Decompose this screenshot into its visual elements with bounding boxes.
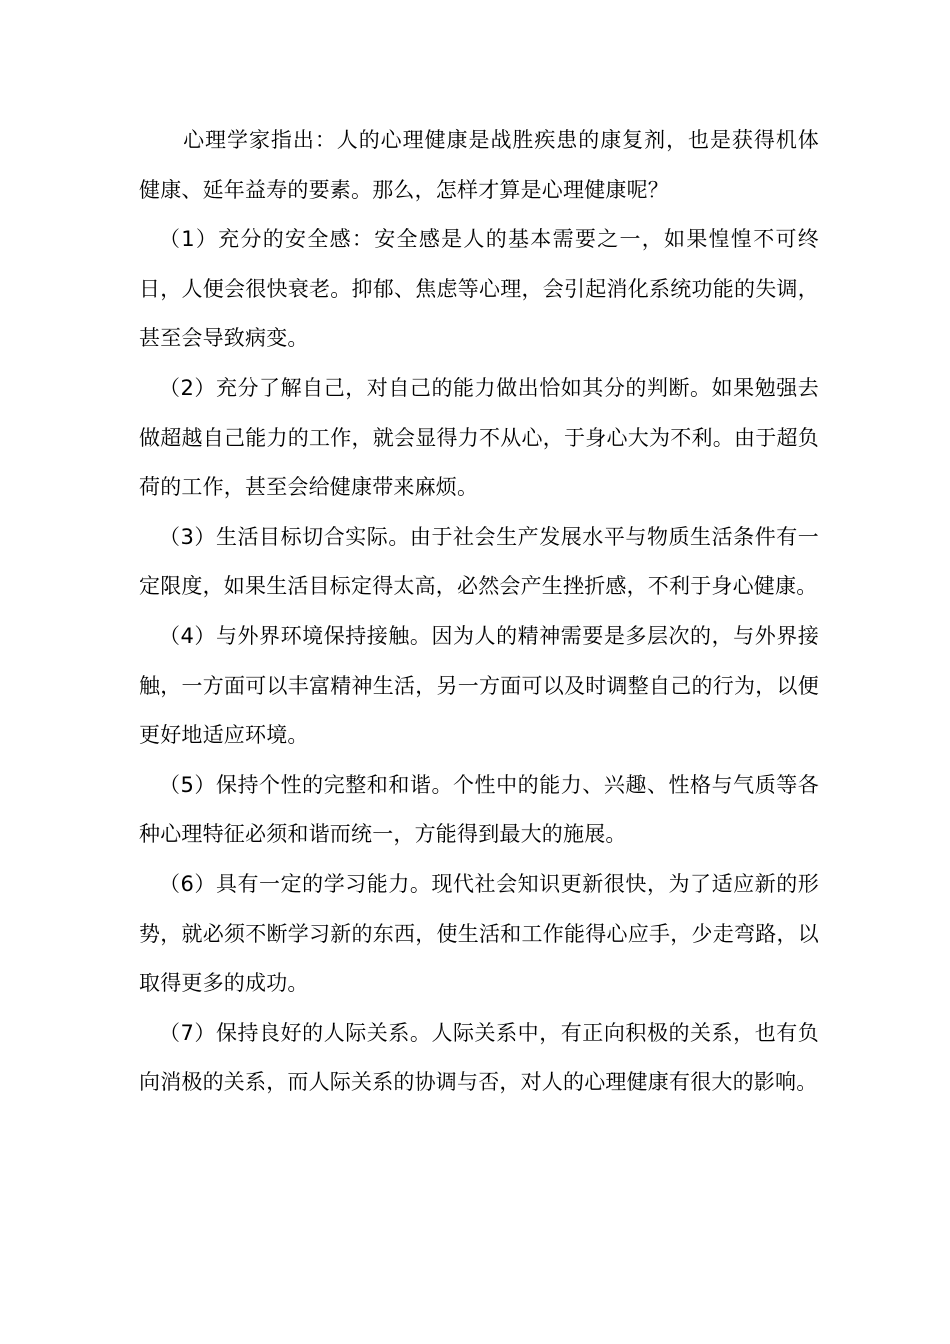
item-paragraph-3: （3）生活目标切合实际。由于社会生产发展水平与物质生活条件有一定限度，如果生活目标定得太高，必然会产生挫折感，不利于身心健康。 (139, 524, 819, 599)
item-paragraph-1: （1）充分的安全感：安全感是人的基本需要之一，如果惶惶不可终日，人便会很快衰老。抑郁、焦虑等心理，会引起消化系统功能的失调，甚至会导致病变。 (139, 227, 819, 351)
item-paragraph-6: （6）具有一定的学习能力。现代社会知识更新很快，为了适应新的形势，就必须不断学习新的东西，使生活和工作能得心应手，少走弯路，以取得更多的成功。 (139, 871, 819, 996)
intro-paragraph: 心理学家指出：人的心理健康是战胜疾患的康复剂，也是获得机体健康、延年益寿的要素。那么，怎样才算是心理健康呢？ (139, 128, 819, 202)
document-body (139, 116, 819, 1108)
item-paragraph-2: （2）充分了解自己，对自己的能力做出恰如其分的判断。如果勉强去做超越自己能力的工作，就会显得力不从心，于身心大为不利。由于超负荷的工作，甚至会给健康带来麻烦。 (139, 375, 819, 500)
item-paragraph-7: （7）保持良好的人际关系。人际关系中，有正向积极的关系，也有负向消极的关系，而人际关系的协调与否，对人的心理健康有很大的影响。 (139, 1020, 819, 1095)
item-paragraph-4: （4）与外界环境保持接触。因为人的精神需要是多层次的，与外界接触，一方面可以丰富精神生活，另一方面可以及时调整自己的行为，以便更好地适应环境。 (139, 623, 819, 748)
item-paragraph-5: （5）保持个性的完整和和谐。个性中的能力、兴趣、性格与气质等各种心理特征必须和谐而统一，方能得到最大的施展。 (139, 772, 819, 847)
